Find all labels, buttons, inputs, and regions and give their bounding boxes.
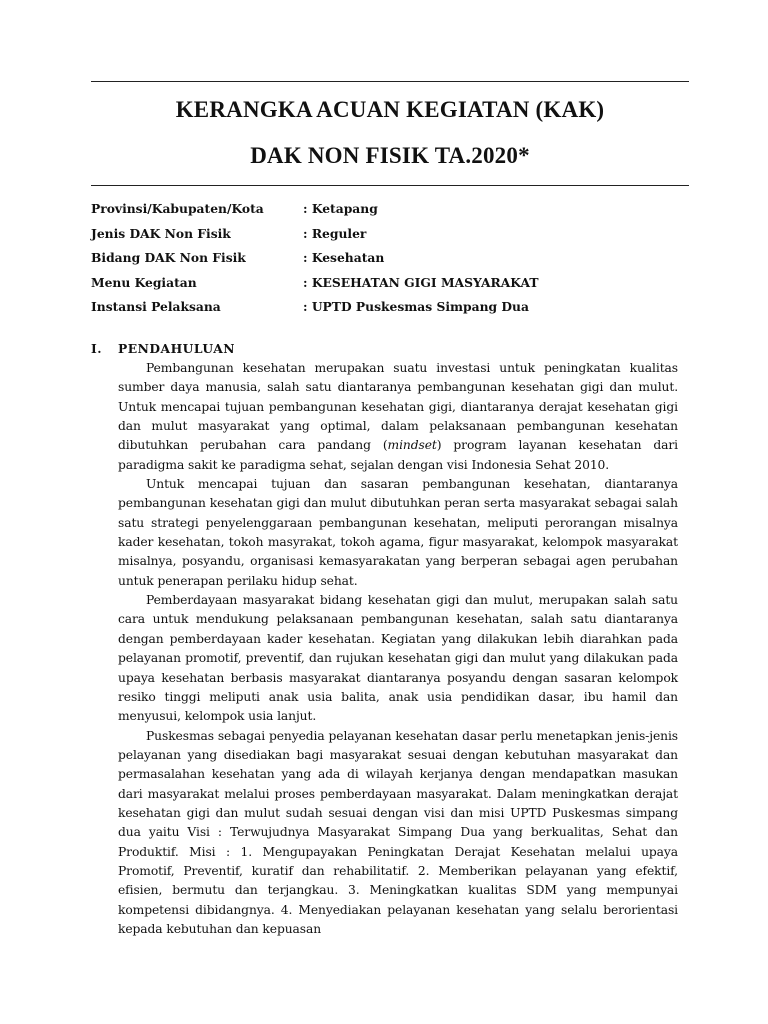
metadata-table: [91, 200, 691, 323]
title-bottom-rule: [91, 185, 689, 186]
metadata-label: Bidang DAK Non Fisik: [91, 250, 246, 266]
metadata-row-province: [91, 200, 691, 225]
metadata-label: Instansi Pelaksana: [91, 299, 221, 315]
metadata-value: : KESEHATAN GIGI MASYARAKAT: [303, 274, 539, 290]
paragraph-text: ) program layanan kesehatan dari paradigma sakit ke paradigma sehat, sejalan dengan visi Indonesia Sehat 2010.: [118, 438, 678, 472]
metadata-row-menu: [91, 274, 691, 299]
paragraph: Untuk mencapai tujuan dan sasaran pembangunan kesehatan, diantaranya pembangunan kesehatan gigi dan mulut dibutuhkan peran serta masyarakat sebagai salah satu strategi penyelenggaraan pembangunan kesehatan, meliputi perorangan misalnya kader kesehatan, tokoh masyrakat, tokoh agama, figur masyarakat, kelompok masyarakat misalnya, posyandu, organisasi kemasyarakatan yang berperan sebagai agen perubahan untuk penerapan perilaku hidup sehat.: [118, 477, 678, 588]
section-number: I.: [91, 341, 103, 356]
document-subtitle: DAK NON FISIK TA.2020*: [250, 143, 530, 168]
paragraph: Puskesmas sebagai penyedia pelayanan kesehatan dasar perlu menetapkan jenis-jenis pelayanan yang disediakan bagi masyarakat sesuai dengan kebutuhan masyarakat dan permasalahan kesehatan yang ada di wilayah kerjanya dengan mendapatkan masukan dari masyarakat melalui proses pemberdayaan masyarakat. Dalam meningkatkan derajat kesehatan gigi dan mulut sudah sesuai dengan visi dan misi UPTD Puskesmas simpang dua yaitu Visi : Terwujudnya Masyarakat Simpang Dua yang berkualitas, Sehat dan Produktif. Misi : 1. Mengupayakan Peningkatan Derajat Kesehatan melalui upaya Promotif, Preventif, kuratif dan rehabilitatif. 2. Memberikan pelayanan yang efektif, efisien, bermutu dan terjangkau. 3. Meningkatkan kualitas SDM yang mempunyai kompetensi dibidangnya. 4. Menyediakan pelayanan kesehatan yang selalu berorientasi kepada kebutuhan dan kepuasan: [118, 728, 678, 936]
metadata-row-type: [91, 225, 691, 250]
metadata-value: : Reguler: [303, 225, 367, 241]
section-body: [118, 359, 678, 939]
metadata-value: : UPTD Puskesmas Simpang Dua: [303, 299, 529, 315]
metadata-label: Provinsi/Kabupaten/Kota: [91, 201, 264, 216]
metadata-row-field: [91, 249, 691, 274]
paragraph-text: Pembangunan kesehatan merupakan suatu investasi untuk peningkatan kualitas sumber daya manusia, salah satu diantaranya pembangunan kesehatan gigi dan mulut. Untuk mencapai tujuan pembangunan kesehatan gigi, diantaranya derajat kesehatan gigi dan mulut masyarakat yang optimal, dalam pelaksanaan pembangunan kesehatan dibutuhkan perubahan cara pandang (: [118, 361, 678, 453]
metadata-label: Menu Kegiatan: [91, 274, 197, 290]
metadata-value: : Ketapang: [303, 201, 378, 216]
metadata-label: Jenis DAK Non Fisik: [91, 225, 231, 241]
document-title: KERANGKA ACUAN KEGIATAN (KAK): [175, 97, 605, 122]
section-title: PENDAHULUAN: [118, 341, 236, 356]
top-rule: [91, 81, 689, 82]
paragraph: [118, 359, 678, 475]
metadata-row-agency: [91, 298, 691, 323]
metadata-value: : Kesehatan: [303, 250, 385, 266]
italic-term: mindset: [387, 438, 437, 453]
paragraph: Pemberdayaan masyarakat bidang kesehatan gigi dan mulut, merupakan salah satu cara untuk mendukung pelaksanaan pembangunan kesehatan, salah satu diantaranya dengan pemberdayaan kader kesehatan. Kegiatan yang dilakukan lebih diarahkan pada pelayanan promotif, preventif, dan rujukan kesehatan gigi dan mulut yang dilakukan pada upaya kesehatan berbasis masyarakat diantaranya posyandu dengan sasaran kelompok resiko tinggi meliputi anak usia balita, anak usia pendidikan dasar, ibu hamil dan menyusui, kelompok usia lanjut.: [118, 593, 678, 724]
